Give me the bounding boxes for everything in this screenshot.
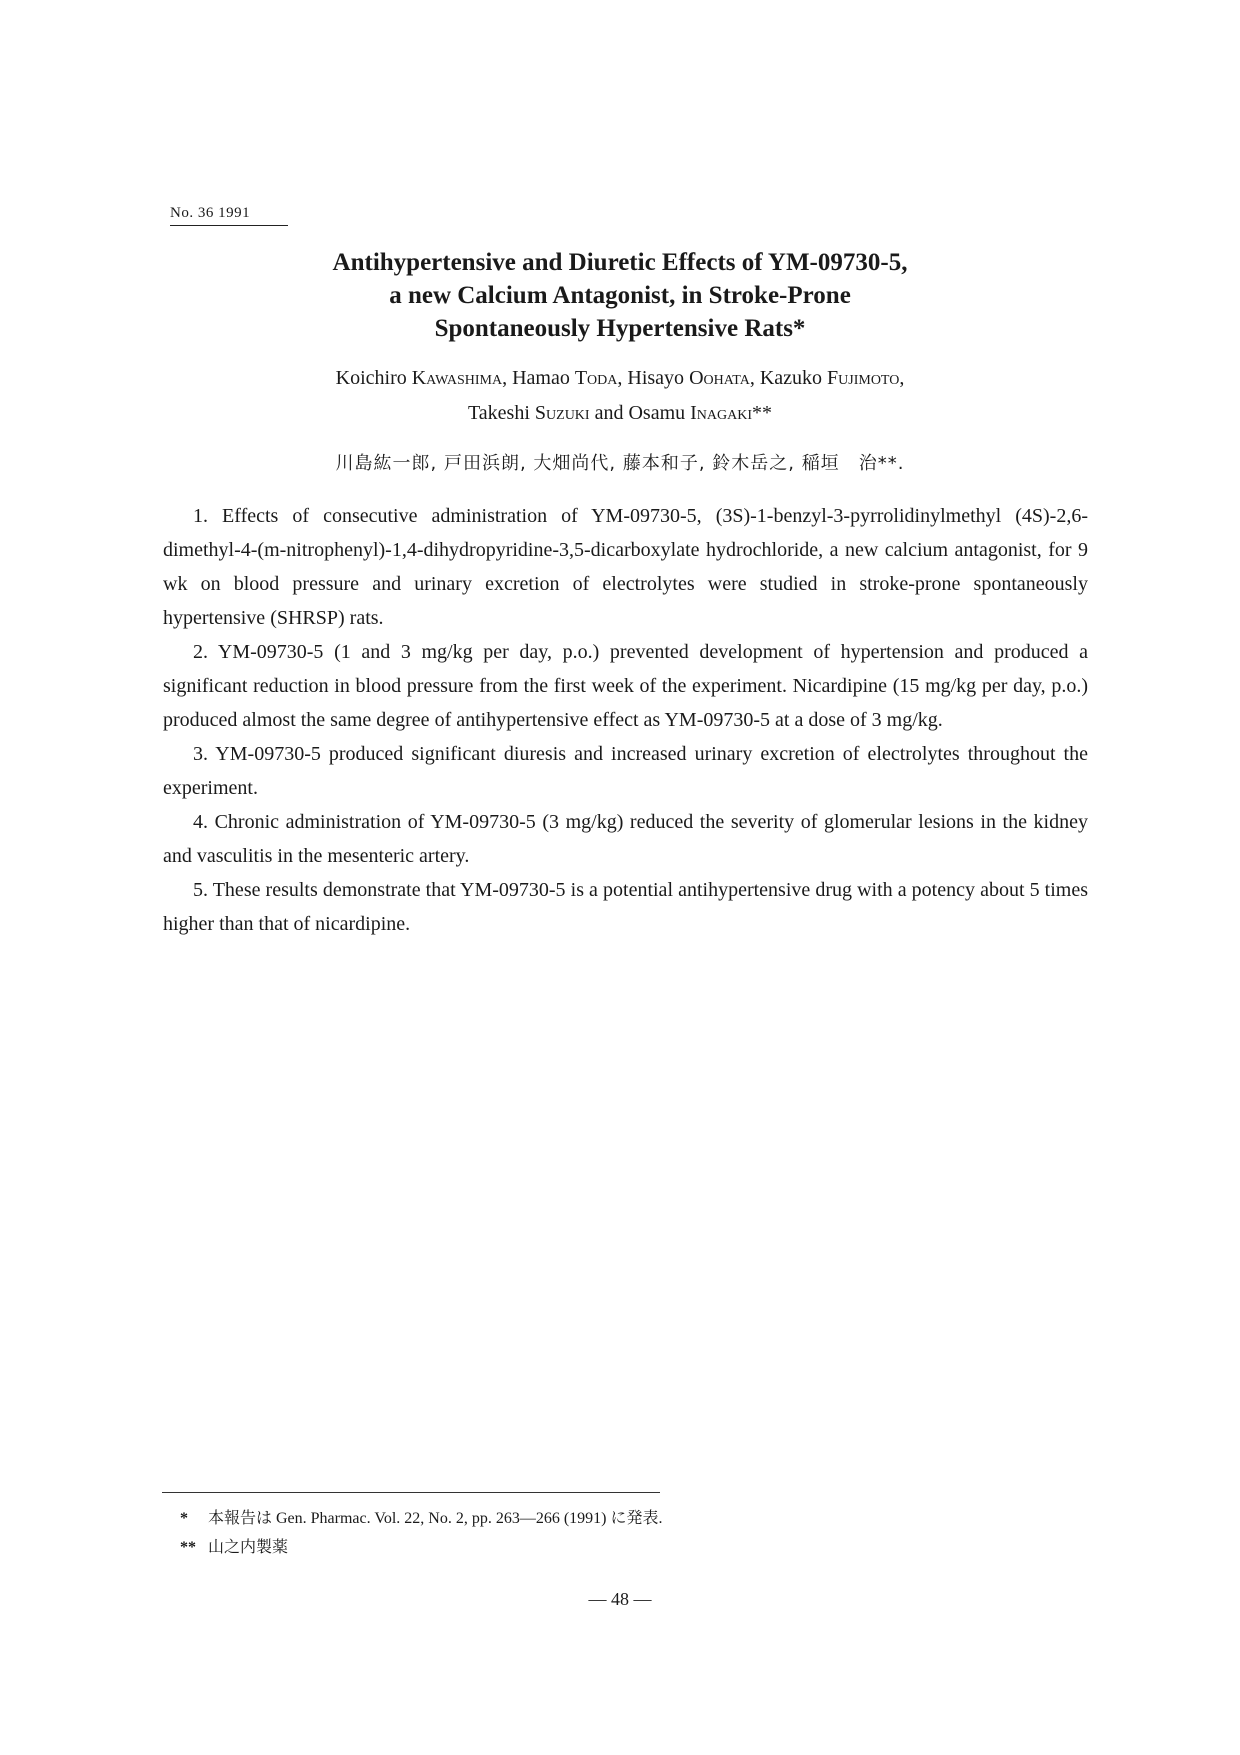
author-family: Kawashima <box>411 367 503 389</box>
author-family: Oohata <box>689 367 750 389</box>
footnote-2 <box>180 1534 288 1557</box>
authors-japanese: 川島紘一郎, 戸田浜朗, 大畑尚代, 藤本和子, 鈴木岳之, 稲垣 治**. <box>335 453 905 474</box>
title-line-3: Spontaneously Hypertensive Rats* <box>434 315 806 342</box>
authors-line-1: Koichiro Kawashima, Hamao Toda, Hisayo Oohata, Kazuko Fujimoto, <box>335 367 905 389</box>
author-given: Hamao <box>512 367 570 389</box>
title-line-2: a new Calcium Antagonist, in Stroke-Prone <box>389 282 851 309</box>
author-given: Osamu <box>628 402 686 424</box>
abstract-paragraph-3: 3. YM-09730-5 produced significant diuresis and increased urinary excretion of electrolytes throughout the experiment. <box>163 743 1088 799</box>
abstract-body <box>163 499 1088 941</box>
author-family: Toda <box>574 367 618 389</box>
author-given: Takeshi <box>467 402 530 424</box>
footnote-mark: * <box>180 1510 188 1527</box>
footnote-divider <box>162 1492 660 1493</box>
authors-line-2 <box>0 396 1240 431</box>
abstract-paragraph-1: 1. Effects of consecutive administration of YM-09730-5, (3S)-1-benzyl-3-pyrrolidinylmethyl (4S)-2,6-dimethyl-4-(m-nitrophenyl)-1,4-dihydropyridine-3,5-dicarboxylate hydrochloride, a new calcium antagonist, for 9 wk on blood pressure and urinary excretion of electrolytes were studied in stroke-prone spontaneously hypertensive (SHRSP) rats. <box>163 505 1088 629</box>
abstract-paragraph-4: 4. Chronic administration of YM-09730-5 (3 mg/kg) reduced the severity of glomerular lesions in the kidney and vasculitis in the mesenteric artery. <box>163 811 1088 867</box>
authors-conjunction: and <box>594 402 624 424</box>
author-given: Koichiro <box>335 367 407 389</box>
footnote-text: 山之内製薬 <box>208 1539 289 1556</box>
author-family: Inagaki <box>690 402 753 424</box>
issue-label: No. 36 1991 <box>170 205 288 226</box>
footnote-mark: ** <box>180 1539 196 1556</box>
article-title <box>0 246 1240 345</box>
footnote-1 <box>180 1505 663 1528</box>
authors-block <box>0 361 1240 431</box>
abstract-paragraph-5: 5. These results demonstrate that YM-09730-5 is a potential antihypertensive drug with a potency about 5 times higher than that of nicardipine. <box>163 879 1088 935</box>
abstract-paragraph-2: 2. YM-09730-5 (1 and 3 mg/kg per day, p.o.) prevented development of hypertension and produced a significant reduction in blood pressure from the first week of the experiment. Nicardipine (15 mg/kg per day, p.o.) produced almost the same degree of antihypertensive effect as YM-09730-5 at a dose of 3 mg/kg. <box>163 641 1088 731</box>
footnote-text: 本報告は Gen. Pharmac. Vol. 22, No. 2, pp. 263—266 (1991) に発表. <box>208 1510 663 1527</box>
author-given: Hisayo <box>627 367 685 389</box>
page-number: — 48 — <box>588 1589 652 1609</box>
author-family: Suzuki <box>534 402 590 424</box>
title-line-1: Antihypertensive and Diuretic Effects of YM-09730-5, <box>332 249 908 276</box>
affiliation-mark: ** <box>752 402 773 424</box>
author-given: Kazuko <box>759 367 823 389</box>
author-family: Fujimoto <box>827 367 900 389</box>
